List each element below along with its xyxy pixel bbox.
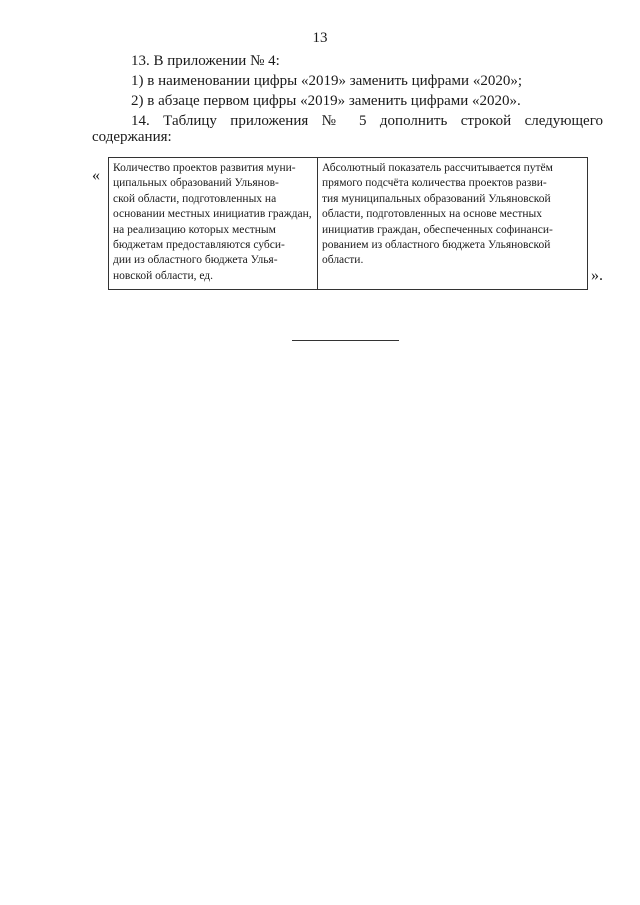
paragraph-13: 13. В приложении № 4: bbox=[131, 53, 280, 69]
paragraph-13-item-1: 1) в наименовании цифры «2019» заменить цифрами «2020»; bbox=[131, 73, 522, 89]
table-cell-indicator: Количество проектов развития муни- ципальных образований Ульянов- ской области, подготовленных на основании местных инициатив граждан, на реализацию которых местным бюджетам предоставляются субси- дии из областного бюджета Улья- новской области, ед. bbox=[109, 158, 318, 289]
paragraph-14: 14. Таблицу приложения № 5 дополнить строкой следующего bbox=[131, 113, 603, 129]
paragraph-13-item-2: 2) в абзаце первом цифры «2019» заменить цифрами «2020». bbox=[131, 93, 521, 109]
page-number: 13 bbox=[312, 30, 328, 46]
table-cell-method: Абсолютный показатель рассчитывается путём прямого подсчёта количества проектов разви- тия муниципальных образований Ульяновской области, подготовленных на основе местных инициатив граждан, обеспеченных софинанси- рованием из областного бюджета Ульяновской области. bbox=[322, 162, 553, 267]
appended-table-row bbox=[108, 157, 588, 290]
closing-quote: ». bbox=[591, 267, 603, 284]
paragraph-14-continuation: содержания: bbox=[92, 129, 172, 145]
opening-quote: « bbox=[92, 167, 100, 184]
end-separator-line bbox=[292, 340, 399, 341]
